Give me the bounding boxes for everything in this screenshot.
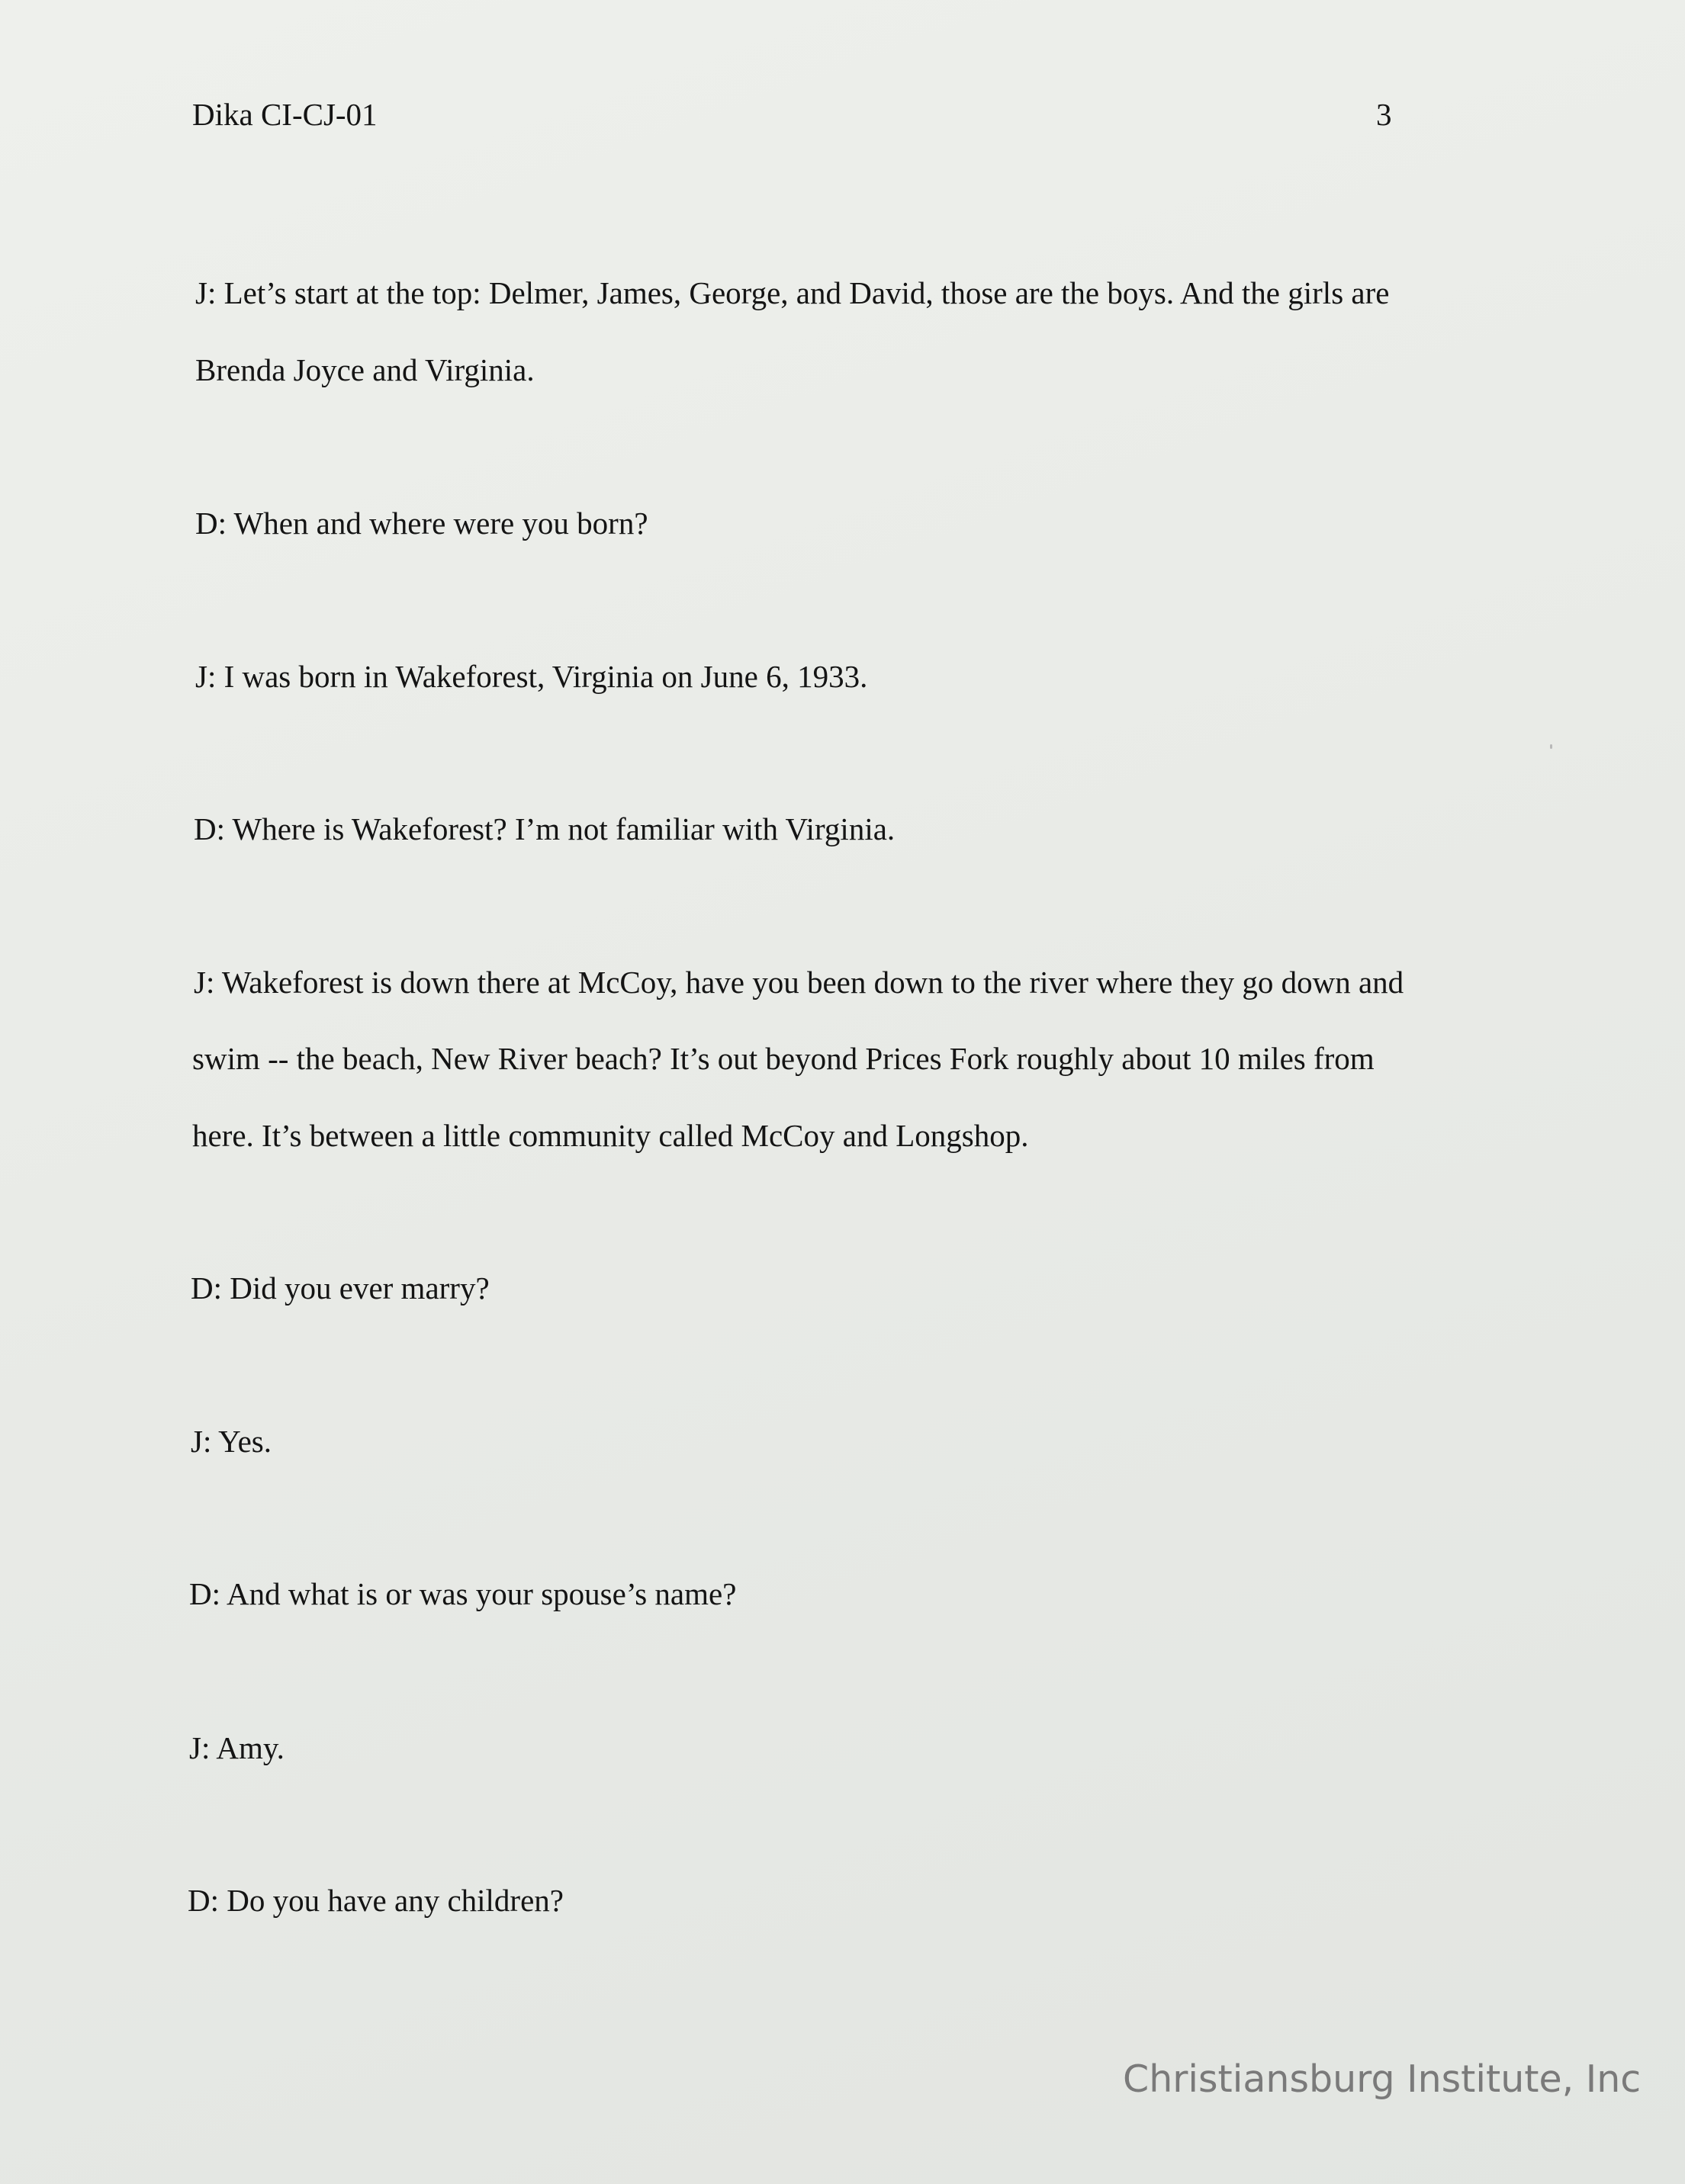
transcript-line: J: Yes. bbox=[191, 1424, 272, 1459]
document-id-header: Dika CI-CJ-01 bbox=[192, 97, 378, 132]
transcript-line: J: Wakeforest is down there at McCoy, have you been down to the river where they go down and bbox=[194, 965, 1404, 1000]
transcript-line: D: Do you have any children? bbox=[188, 1883, 564, 1918]
transcript-line: here. It’s between a little community called McCoy and Longshop. bbox=[192, 1118, 1029, 1153]
paper-speck bbox=[1550, 744, 1552, 749]
transcript-line: D: Did you ever marry? bbox=[191, 1270, 490, 1306]
page-number: 3 bbox=[1376, 97, 1392, 132]
transcript-line: J: I was born in Wakeforest, Virginia on June 6, 1933. bbox=[195, 659, 868, 694]
watermark: Christiansburg Institute, Inc bbox=[1123, 2057, 1642, 2101]
transcript-line: D: And what is or was your spouse’s name? bbox=[189, 1576, 737, 1611]
transcript-line: Brenda Joyce and Virginia. bbox=[195, 352, 535, 387]
transcript-line: J: Amy. bbox=[189, 1730, 285, 1765]
transcript-line: D: When and where were you born? bbox=[195, 506, 648, 541]
transcript-line: J: Let’s start at the top: Delmer, James, George, and David, those are the boys. And the girls are bbox=[195, 275, 1390, 310]
transcript-line: D: Where is Wakeforest? I’m not familiar with Virginia. bbox=[194, 811, 896, 846]
transcript-line: swim -- the beach, New River beach? It’s out beyond Prices Fork roughly about 10 miles from bbox=[192, 1041, 1375, 1076]
